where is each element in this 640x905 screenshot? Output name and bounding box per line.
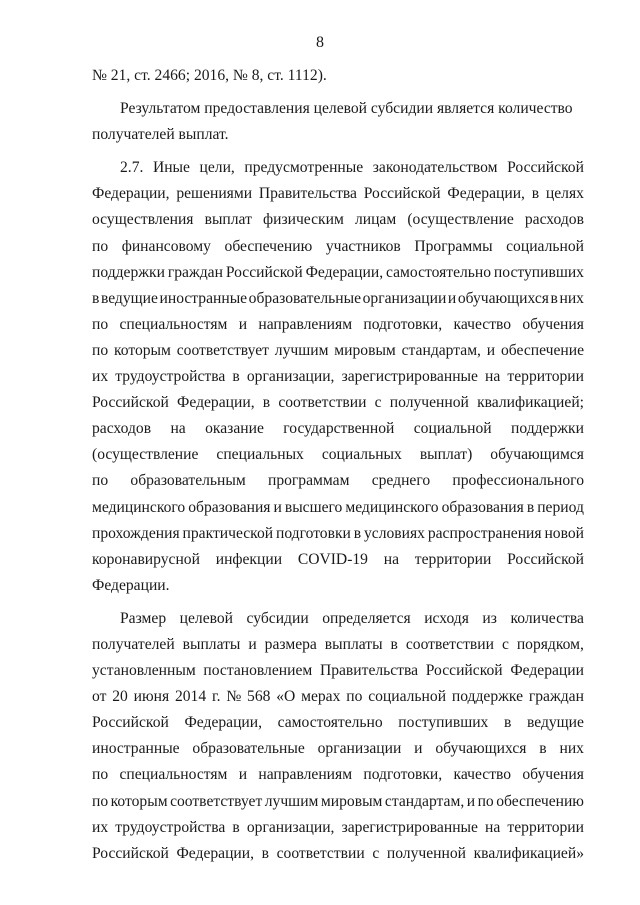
- word: в: [503, 714, 512, 732]
- word: в: [261, 844, 269, 862]
- word: организации,: [246, 368, 335, 386]
- word: иностранные: [92, 740, 180, 758]
- text-line: [92, 364, 584, 390]
- word: мировым: [320, 792, 383, 810]
- word: Российской: [225, 263, 303, 281]
- word: лучшим: [274, 341, 329, 359]
- word: обучающимся: [490, 446, 584, 464]
- word: их: [92, 368, 109, 386]
- word: специальностям: [119, 766, 228, 784]
- word: поступивших: [493, 263, 584, 281]
- word: Российской: [363, 185, 441, 203]
- word: расходов: [524, 211, 584, 229]
- word: зарегистрированные: [341, 818, 478, 836]
- word: количества: [510, 609, 584, 627]
- word: полученной: [386, 844, 466, 862]
- word: обучения: [522, 766, 584, 784]
- word: иностранные: [159, 289, 248, 307]
- word: в: [531, 185, 540, 203]
- word: Российской: [92, 394, 169, 412]
- word: Федерации,: [447, 185, 525, 203]
- word: новой: [544, 524, 584, 542]
- text-line: [92, 762, 584, 788]
- word: физическим: [263, 211, 344, 229]
- word: 2.7.: [120, 159, 144, 177]
- word: соответствии: [276, 844, 365, 862]
- word: подготовки: [275, 524, 351, 542]
- word: и: [238, 766, 248, 784]
- document-body: [92, 63, 584, 867]
- word: Российской: [507, 159, 584, 177]
- text-line: [92, 390, 584, 416]
- text-line: [92, 573, 584, 599]
- word: Программы: [414, 237, 493, 255]
- word: Правительства: [319, 662, 419, 680]
- word: и: [248, 635, 257, 653]
- word: целевой: [179, 609, 234, 627]
- word: территории: [507, 818, 584, 836]
- word: (осуществление: [407, 211, 514, 229]
- text-line: [92, 521, 584, 547]
- word: социальной: [368, 688, 447, 706]
- text-line: [92, 155, 584, 181]
- word: в: [232, 368, 240, 386]
- word: в: [390, 635, 398, 653]
- word: Российской: [425, 662, 503, 680]
- line-text: Федерации.: [92, 576, 170, 594]
- text-line: [92, 63, 584, 89]
- text-line: [92, 658, 584, 684]
- text-line: [92, 442, 584, 468]
- text-line: [92, 736, 584, 762]
- word: и: [273, 498, 282, 516]
- text-line: [92, 312, 584, 338]
- text-line: [92, 122, 584, 148]
- text-line: [92, 181, 584, 207]
- word: постановлением: [203, 662, 313, 680]
- word: обучающихся: [457, 289, 549, 307]
- word: организации,: [246, 818, 335, 836]
- word: по: [346, 688, 363, 706]
- word: по: [92, 472, 109, 490]
- word: по: [92, 792, 109, 810]
- word: из: [482, 609, 497, 627]
- word: цели,: [199, 159, 235, 177]
- word: полученной: [389, 394, 469, 412]
- word: в: [262, 394, 271, 412]
- word: качество: [453, 766, 512, 784]
- text-line: [92, 547, 584, 573]
- word: социальной: [506, 237, 584, 255]
- word: предусмотренные: [244, 159, 364, 177]
- word: Правительства: [258, 185, 357, 203]
- word: порядком,: [516, 635, 584, 653]
- word: квалификацией;: [477, 394, 584, 412]
- word: профессионального: [452, 472, 584, 490]
- word: трудоустройства: [115, 368, 226, 386]
- word: и: [447, 289, 457, 307]
- word: на: [485, 818, 501, 836]
- word: в: [526, 498, 535, 516]
- word: коронавирусной: [92, 550, 200, 568]
- text-line: [92, 416, 584, 442]
- word: программам: [267, 472, 350, 490]
- word: государственной: [283, 420, 395, 438]
- text-line: [92, 338, 584, 364]
- word: трудоустройства: [115, 818, 226, 836]
- word: направлениям: [258, 315, 353, 333]
- word: образования: [441, 498, 524, 516]
- word: целях: [545, 185, 584, 203]
- word: установленным: [92, 662, 196, 680]
- word: организации: [317, 740, 402, 758]
- word: поступивших: [398, 714, 489, 732]
- word: и: [486, 341, 496, 359]
- text-line: [92, 710, 584, 736]
- line-text: получателей выплат.: [92, 126, 229, 144]
- word: среднего: [371, 472, 431, 490]
- word: по: [92, 766, 109, 784]
- word: в: [232, 818, 240, 836]
- word: их: [92, 818, 109, 836]
- word: участников: [325, 237, 401, 255]
- word: с: [501, 635, 509, 653]
- word: выплат: [204, 211, 252, 229]
- word: ведущие: [526, 714, 584, 732]
- word: соответствует: [170, 792, 263, 810]
- word: Российской: [92, 714, 169, 732]
- word: мерах: [301, 688, 341, 706]
- word: Федерации: [510, 662, 584, 680]
- word: инфекции: [215, 550, 283, 568]
- line-text: Результатом предоставления целевой субсидии является количество: [120, 100, 573, 118]
- word: Федерации,: [92, 185, 170, 203]
- word: подготовки,: [363, 315, 443, 333]
- word: мировым: [334, 341, 396, 359]
- word: «О: [276, 688, 296, 706]
- word: высшего: [284, 498, 343, 516]
- word: законодательством: [372, 159, 498, 177]
- word: размера: [264, 635, 317, 653]
- word: практической: [182, 524, 274, 542]
- word: в: [353, 524, 362, 542]
- word: по: [92, 237, 109, 255]
- word: Иные: [152, 159, 190, 177]
- word: территории: [507, 368, 584, 386]
- word: решениями: [176, 185, 253, 203]
- word: получателей: [92, 635, 175, 653]
- word: лучшим: [264, 792, 319, 810]
- word: выплат): [419, 446, 473, 464]
- word: них: [559, 740, 584, 758]
- text-line: [92, 841, 584, 867]
- word: выплаты: [182, 635, 241, 653]
- word: социальных: [321, 446, 402, 464]
- word: №: [226, 688, 242, 706]
- word: по: [477, 792, 494, 810]
- word: которым: [113, 341, 171, 359]
- word: выплаты: [324, 635, 383, 653]
- word: в: [92, 289, 100, 307]
- word: лицам: [354, 211, 397, 229]
- word: расходов: [92, 420, 152, 438]
- word: от: [92, 688, 107, 706]
- word: обеспечение: [500, 341, 584, 359]
- word: по: [92, 341, 109, 359]
- word: социальной: [413, 420, 492, 438]
- word: ведущие: [100, 289, 158, 307]
- word: финансовому: [121, 237, 211, 255]
- word: медицинского: [345, 498, 439, 516]
- word: Федерации,: [184, 714, 263, 732]
- word: зарегистрированные: [341, 368, 478, 386]
- word: поддержке: [451, 688, 524, 706]
- text-line: [92, 684, 584, 710]
- word: образования: [188, 498, 271, 516]
- word: распространения: [427, 524, 542, 542]
- word: поддержки: [92, 263, 165, 281]
- word: которым: [110, 792, 168, 810]
- page-number: 8: [316, 34, 324, 51]
- word: Федерации,: [305, 263, 384, 281]
- word: г.: [211, 688, 221, 706]
- word: стандартам,: [384, 792, 465, 810]
- word: образовательные: [248, 289, 362, 307]
- word: медицинского: [92, 498, 186, 516]
- word: территории: [414, 550, 492, 568]
- word: определяется: [322, 609, 411, 627]
- word: стандартам,: [401, 341, 481, 359]
- word: и: [466, 792, 476, 810]
- word: граждан: [167, 263, 223, 281]
- text-line: [92, 260, 584, 286]
- line-text: № 21, ст. 2466; 2016, № 8, ст. 1112).: [92, 67, 327, 84]
- word: образовательным: [130, 472, 246, 490]
- word: с: [374, 394, 382, 412]
- word: 2014: [174, 688, 207, 706]
- word: специальных: [216, 446, 304, 464]
- text-line: [92, 495, 584, 521]
- word: и: [414, 740, 423, 758]
- word: Российской: [507, 550, 584, 568]
- word: 20: [112, 688, 128, 706]
- word: поддержки: [511, 420, 584, 438]
- text-line: [92, 96, 584, 122]
- word: 568: [247, 688, 271, 706]
- word: с: [372, 844, 380, 862]
- text-line: [92, 286, 584, 312]
- text-line: [92, 468, 584, 494]
- word: образовательные: [192, 740, 305, 758]
- word: организации: [362, 289, 447, 307]
- word: специальностям: [119, 315, 228, 333]
- word: граждан: [528, 688, 584, 706]
- word: условиях: [363, 524, 425, 542]
- word: (осуществление: [92, 446, 199, 464]
- word: подготовки,: [363, 766, 443, 784]
- text-line: [92, 606, 584, 632]
- text-line: [92, 815, 584, 841]
- word: квалификацией»: [473, 844, 584, 862]
- word: исходя: [424, 609, 469, 627]
- word: Федерации,: [176, 844, 255, 862]
- word: качество: [453, 315, 512, 333]
- word: COVID-19: [297, 550, 368, 568]
- word: Размер: [120, 609, 167, 627]
- word: осуществления: [92, 211, 194, 229]
- word: направлениям: [258, 766, 353, 784]
- word: соответствует: [176, 341, 269, 359]
- word: обеспечению: [224, 237, 313, 255]
- word: самостоятельно: [277, 714, 383, 732]
- word: на: [383, 550, 400, 568]
- word: июня: [133, 688, 170, 706]
- text-line: [92, 234, 584, 260]
- word: период: [537, 498, 584, 516]
- word: соответствии: [278, 394, 367, 412]
- word: прохождения: [92, 524, 180, 542]
- word: оказание: [205, 420, 264, 438]
- word: обучающихся: [435, 740, 527, 758]
- word: в: [550, 289, 558, 307]
- word: соответствии: [405, 635, 494, 653]
- text-line: [92, 632, 584, 658]
- word: и: [238, 315, 248, 333]
- word: самостоятельно: [385, 263, 492, 281]
- word: на: [485, 368, 501, 386]
- word: по: [92, 315, 109, 333]
- word: Российской: [92, 844, 169, 862]
- word: на: [170, 420, 186, 438]
- word: обучения: [522, 315, 584, 333]
- word: в: [539, 740, 547, 758]
- text-line: [92, 789, 584, 815]
- word: обеспечению: [496, 792, 584, 810]
- word: субсидии: [246, 609, 309, 627]
- word: них: [559, 289, 584, 307]
- text-line: [92, 207, 584, 233]
- word: Федерации,: [177, 394, 255, 412]
